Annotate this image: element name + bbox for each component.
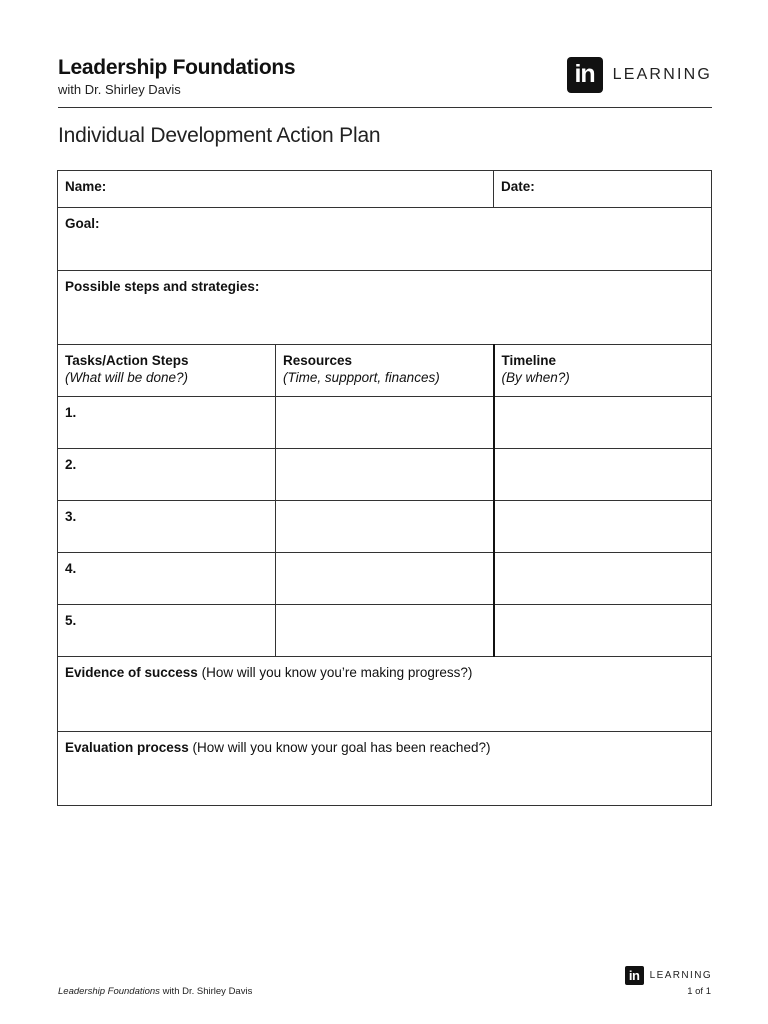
table-row — [58, 397, 712, 449]
document-title: Individual Development Action Plan — [58, 124, 381, 147]
timeline-cell[interactable] — [494, 553, 712, 605]
task-cell[interactable] — [58, 449, 276, 501]
column-heading: Tasks/Action Steps — [65, 353, 189, 368]
evidence-field[interactable] — [58, 657, 712, 732]
column-header-resources — [276, 345, 494, 397]
column-header-timeline — [494, 345, 712, 397]
resources-cell[interactable] — [276, 449, 494, 501]
footer-course-title: Leadership Foundations — [58, 986, 160, 997]
steps-field[interactable] — [58, 271, 712, 345]
steps-label: Possible steps and strategies: — [65, 279, 260, 294]
resources-cell[interactable] — [276, 553, 494, 605]
table-row — [58, 605, 712, 657]
evidence-label: Evidence of success — [65, 665, 198, 680]
date-label: Date: — [501, 179, 535, 194]
column-hint: (Time, suppport, finances) — [283, 370, 440, 385]
linkedin-learning-logo — [567, 57, 712, 93]
row-number: 1. — [65, 405, 77, 420]
evaluation-label: Evaluation process — [65, 740, 189, 755]
table-row — [58, 553, 712, 605]
row-number: 3. — [65, 509, 77, 524]
logo-text: LEARNING — [612, 66, 712, 83]
footer-logo-text: LEARNING — [649, 970, 712, 981]
timeline-cell[interactable] — [494, 397, 712, 449]
name-field[interactable] — [58, 171, 494, 208]
task-cell[interactable] — [58, 397, 276, 449]
table-row — [58, 501, 712, 553]
linkedin-logo-icon: in — [567, 57, 603, 93]
column-hint: (What will be done?) — [65, 370, 189, 385]
timeline-cell[interactable] — [494, 605, 712, 657]
page-header — [58, 54, 712, 108]
task-cell[interactable] — [58, 605, 276, 657]
evidence-hint: (How will you know you’re making progress?) — [197, 665, 473, 680]
footer-credit — [58, 986, 252, 997]
column-heading: Resources — [283, 353, 353, 368]
footer-course-subtitle: with Dr. Shirley Davis — [159, 986, 253, 997]
row-number: 4. — [65, 561, 77, 576]
resources-cell[interactable] — [276, 397, 494, 449]
course-title: Leadership Foundations — [58, 56, 296, 79]
row-number: 2. — [65, 457, 77, 472]
page-number: 1 of 1 — [687, 986, 711, 997]
task-cell[interactable] — [58, 553, 276, 605]
linkedin-logo-icon: in — [625, 966, 644, 985]
evaluation-field[interactable] — [58, 732, 712, 806]
course-subtitle: with Dr. Shirley Davis — [58, 82, 181, 97]
evaluation-hint: (How will you know your goal has been reached?) — [188, 740, 491, 755]
footer-logo — [625, 966, 712, 985]
resources-cell[interactable] — [276, 501, 494, 553]
resources-cell[interactable] — [276, 605, 494, 657]
timeline-cell[interactable] — [494, 501, 712, 553]
row-number: 5. — [65, 613, 77, 628]
name-label: Name: — [65, 179, 107, 194]
column-heading: Timeline — [501, 353, 557, 368]
goal-field[interactable] — [58, 208, 712, 271]
table-row — [58, 449, 712, 501]
task-cell[interactable] — [58, 501, 276, 553]
action-plan-form — [57, 170, 712, 806]
timeline-cell[interactable] — [494, 449, 712, 501]
date-field[interactable] — [494, 171, 712, 208]
goal-label: Goal: — [65, 216, 100, 231]
column-hint: (By when?) — [501, 370, 570, 385]
column-header-tasks — [58, 345, 276, 397]
